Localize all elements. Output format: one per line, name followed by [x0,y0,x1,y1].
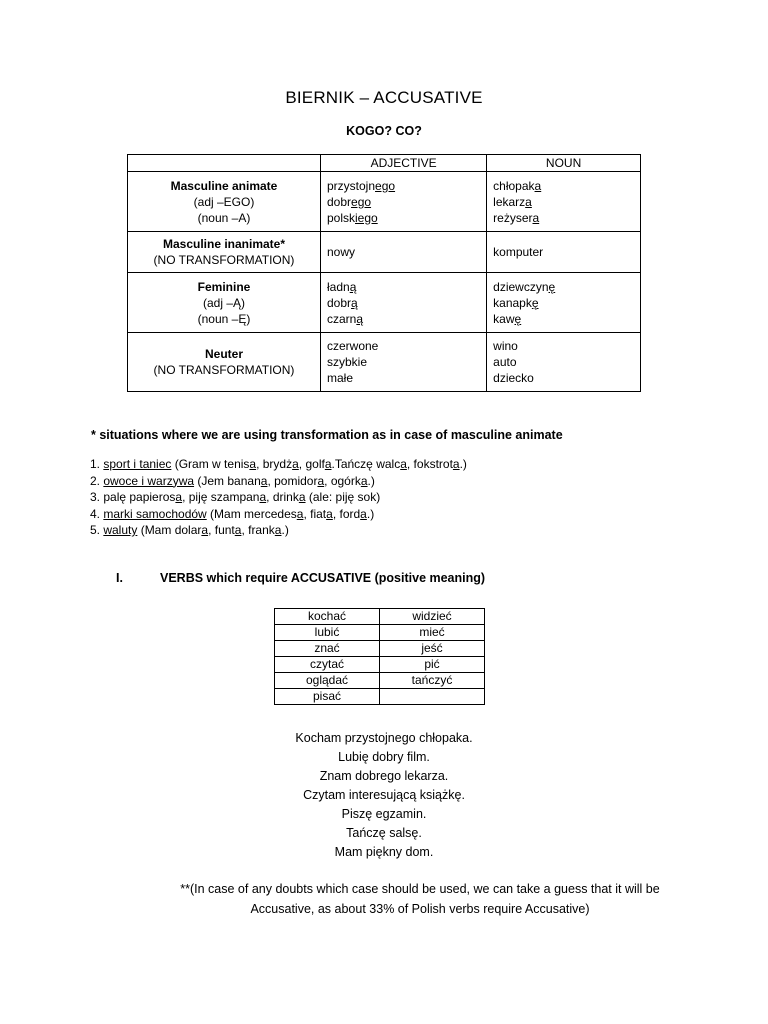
word-stem: małe [327,371,354,385]
row-label-line: (noun –Ę) [197,311,251,326]
word-stem: dziecko [493,371,534,385]
word-stem: nowy [327,245,356,259]
list-text: , funt [208,523,235,537]
example-sentence: Tańczę salsę. [346,826,422,840]
noun-cell [487,232,641,273]
adjective-cell [321,333,487,392]
noun-form [493,244,634,260]
list-number: 2. [90,473,104,488]
row-label-line: Neuter [204,347,243,361]
underlined-text: a [259,490,267,504]
row-label-line: Masculine animate [170,178,278,193]
word-stem: czarn [327,311,357,326]
noun-form [493,370,634,386]
noun-form [493,178,634,194]
word-ending: ę [514,311,522,326]
row-label-line: (NO TRANSFORMATION) [153,253,295,267]
list-text: , ford [332,506,361,521]
underlined-text: owoce i warzywa [103,473,195,488]
underlined-text: a [201,523,209,537]
list-text: , golf [298,457,325,471]
adjective-form [327,370,480,386]
list-text: (ale: piję sok) [305,490,381,504]
underlined-text: a [324,457,332,471]
adjective-form [327,354,480,370]
word-stem: dobr [327,295,352,310]
noun-cell [487,172,641,232]
word-stem: kanapk [493,295,532,310]
verb-cell: pić [380,657,485,673]
word-stem: przystojn [327,178,376,193]
underlined-text: a [298,490,306,504]
example-sentence: Znam dobrego lekarza. [319,769,449,783]
adjective-form [327,279,480,295]
noun-form [493,279,634,295]
word-stem: szybkie [327,355,368,369]
usage-list [90,456,467,539]
verb-cell: tańczyć [380,673,485,689]
noun-form [493,338,634,354]
verb-cell: jeść [380,641,485,657]
noun-form [493,295,634,311]
example-sentence: Mam piękny dom. [334,845,434,859]
underlined-text: a [360,506,367,521]
noun-cell [487,273,641,333]
underlined-text: a [360,473,368,488]
word-stem: polsk [327,210,356,225]
adjective-form [327,194,480,210]
verbs-row [275,673,485,689]
word-stem: komputer [493,245,544,259]
list-item [90,473,467,490]
verbs-row [275,609,485,625]
list-number: 5. [90,523,104,537]
word-ending: ą [349,279,357,294]
word-stem: czerwone [327,339,379,353]
list-text: , frank [241,523,275,537]
list-text: palę papieros [103,490,176,504]
underlined-text: a [274,523,282,537]
example-sentence: Kocham przystojnego chłopaka. [295,731,473,745]
word-stem: dobr [327,194,352,209]
noun-form [493,194,634,210]
word-stem: auto [493,355,517,369]
table-row [128,232,641,273]
underlined-text: waluty [103,523,138,537]
example-sentence: Piszę egzamin. [341,807,427,821]
list-text: .) [281,523,289,537]
word-stem: kaw [493,311,515,326]
list-text: , drink [266,490,299,504]
list-number: 3. [90,490,104,504]
verb-cell: czytać [275,657,380,673]
table-header-cell: ADJECTIVE [321,155,487,172]
word-ending: a [525,194,532,209]
noun-form [493,354,634,370]
list-text: (Jem banan [194,473,261,488]
verb-cell: znać [275,641,380,657]
list-item [90,522,467,539]
list-text: , pomidor [267,473,318,488]
underlined-text: a [317,473,325,488]
verb-cell: widzieć [380,609,485,625]
word-ending: a [532,210,540,225]
footnote-text: **(In case of any doubts which case should be used, we can take a guess that it will be Accusative, as about 33% of Polish verbs require Accusative) [180,882,660,916]
adjective-form [327,210,480,226]
page-title: BIERNIK – ACCUSATIVE [285,88,483,107]
adjective-form [327,178,480,194]
table-header-cell: NOUN [487,155,641,172]
list-text: , ogórk [324,473,361,488]
row-label-line: Feminine [197,279,251,294]
list-text: , piję szampan [182,490,260,504]
verb-cell: mieć [380,625,485,641]
verbs-row [275,625,485,641]
accusative-endings-table [127,154,641,392]
table-row [128,333,641,392]
word-ending: a [534,178,542,193]
verb-cell: pisać [275,689,380,705]
word-stem: ładn [327,279,350,294]
word-ending: iego [355,210,378,225]
page-subtitle: KOGO? CO? [346,124,422,138]
table-header-row [128,155,641,172]
word-stem: chłopak [493,178,535,193]
row-label-line: (NO TRANSFORMATION) [153,363,295,377]
adjective-form [327,244,480,260]
underlined-text: sport i taniec [103,457,172,471]
list-text: .) [459,457,467,471]
verbs-row [275,657,485,673]
verbs-row [275,641,485,657]
example-sentences [0,729,768,862]
example-sentence: Lubię dobry film. [338,750,430,764]
word-ending: ego [351,194,372,209]
list-text: .) [366,506,375,521]
word-ending: ą [351,295,358,310]
list-text: , fokstrot [406,457,453,471]
note-text: * situations where we are using transformation as in case of masculine animate [91,428,563,442]
list-text: (Gram w tenis [171,457,250,471]
row-label-cell [128,232,321,273]
list-item [90,506,467,523]
noun-form [493,210,634,226]
list-text: .) [367,473,375,488]
table-header-cell [128,155,321,172]
noun-cell [487,333,641,392]
row-label-line: (adj –EGO) [193,194,255,209]
row-label-cell [128,172,321,232]
verb-cell: lubić [275,625,380,641]
adjective-form [327,295,480,311]
underlined-text: a [452,457,460,471]
underlined-text: a [260,473,268,488]
list-text: (Mam mercedes [206,506,297,521]
row-label-line: (adj –Ą) [202,295,246,310]
adjective-form [327,338,480,354]
word-ending: ego [375,178,396,193]
list-text: , fiat [303,506,327,521]
word-stem: reżyser [493,210,533,225]
row-label-line: Masculine inanimate* [162,237,286,251]
verb-cell: oglądać [275,673,380,689]
adjective-cell [321,273,487,333]
underlined-text: a [249,457,257,471]
underlined-text: a [326,506,333,521]
verbs-heading-number: I. [116,571,123,585]
list-item [90,456,467,473]
word-stem: wino [493,339,518,353]
adjective-cell [321,172,487,232]
underlined-text: a [400,457,407,471]
word-stem: lekarz [493,194,526,209]
table-row [128,273,641,333]
row-label-cell [128,273,321,333]
list-text: , brydż [256,457,293,471]
example-sentence: Czytam interesującą książkę. [303,788,465,802]
adjective-cell [321,232,487,273]
underlined-text: a [175,490,183,504]
word-ending: ę [531,295,539,310]
row-label-line: (noun –A) [197,210,251,225]
list-text: .Tańczę walc [331,457,401,471]
list-item [90,489,467,506]
row-label-cell [128,333,321,392]
verbs-heading-text: VERBS which require ACCUSATIVE (positive meaning) [160,571,486,585]
underlined-text: marki samochodów [103,506,207,521]
underlined-text: a [292,457,299,471]
list-number: 1. [90,457,104,471]
verbs-heading [116,571,485,585]
verb-cell: kochać [275,609,380,625]
verb-cell [380,689,485,705]
word-ending: ą [356,311,364,326]
word-stem: dziewczyn [493,279,549,294]
table-row [128,172,641,232]
noun-form [493,311,634,327]
list-number: 4. [90,506,104,521]
word-ending: ę [548,279,556,294]
list-text: (Mam dolar [137,523,202,537]
verbs-table [274,608,485,705]
verbs-row [275,689,485,705]
underlined-text: a [296,506,304,521]
underlined-text: a [234,523,242,537]
adjective-form [327,311,480,327]
